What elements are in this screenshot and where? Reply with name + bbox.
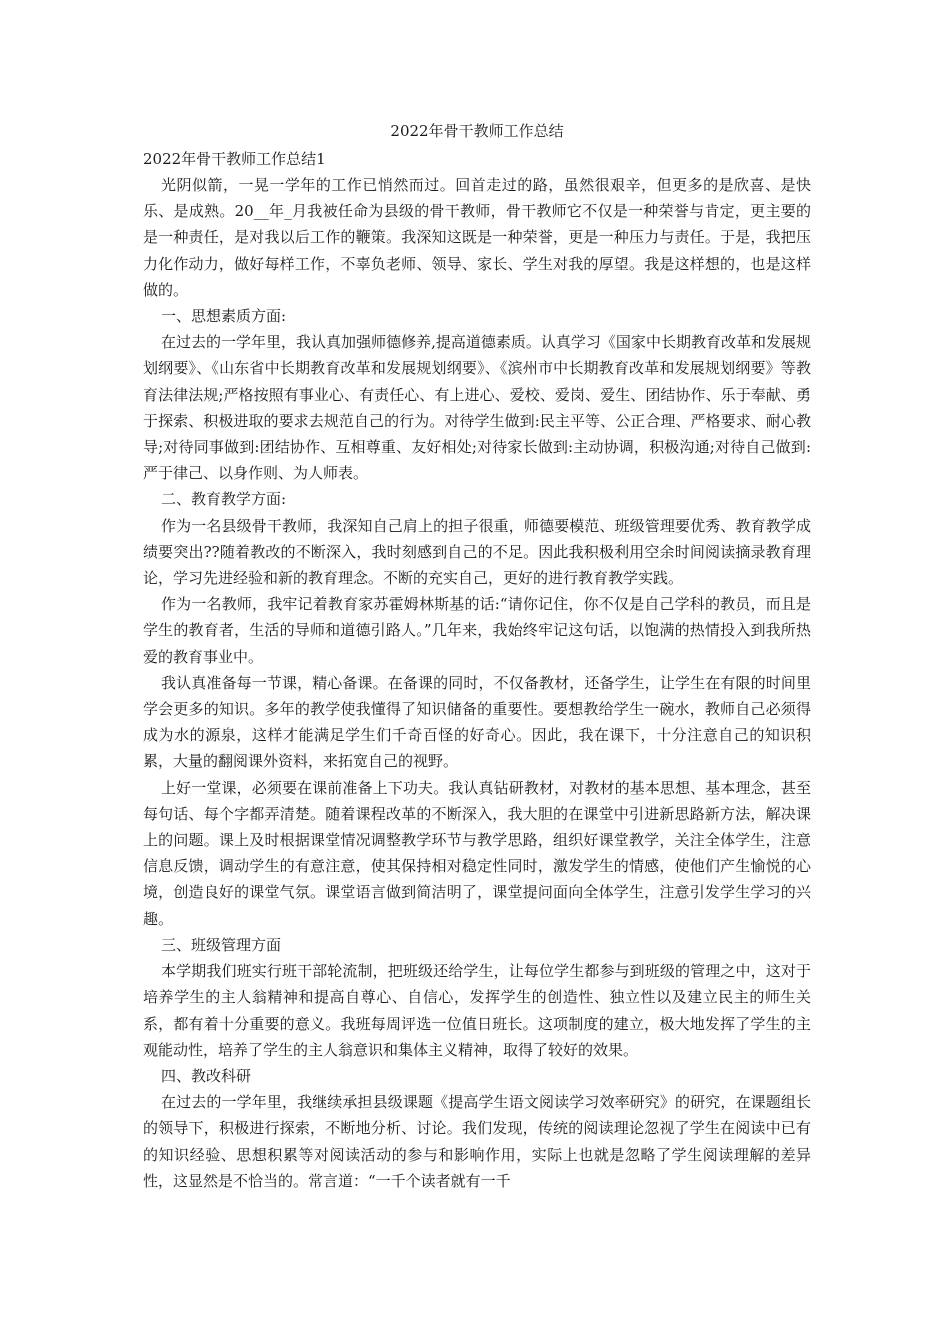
section-heading: 二、教育教学方面: <box>161 490 287 509</box>
document-body <box>143 172 811 1194</box>
paragraph: 上好一堂课，必须要在课前准备上下功夫。我认真钻研教材，对教材的基本思想、基本理念，甚至每句话、每个字都弄清楚。随着课程改革的不断深入，我大胆的在课堂中引进新思路新方法，解决课上的问题。课上及时根据课堂情况调整教学环节与教学思路，组织好课堂教学，关注全体学生，注意信息反馈，调动学生的有意注意，使其保持相对稳定性同时，激发学生的情感，使他们产生愉悦的心境，创造良好的课堂气氛。课堂语言做到简洁明了，课堂提问面向全体学生，注意引发学生学习的兴趣。 <box>143 778 811 928</box>
paragraph: 在过去的一学年里，我继续承担县级课题《提高学生语文阅读学习效率研究》的研究，在课题组长的领导下，积极进行探索，不断地分析、讨论。我们发现，传统的阅读理论忽视了学生在阅读中已有的知识经验、思想积累等对阅读活动的参与和影响作用，实际上也就是忽略了学生阅读理解的差异性，这显然是不恰当的。常言道：“一千个读者就有一千 <box>143 1093 811 1190</box>
paragraph: 我认真准备每一节课，精心备课。在备课的同时，不仅备教材，还备学生，让学生在有限的时间里学会更多的知识。多年的教学使我懂得了知识储备的重要性。要想教给学生一碗水，教师自己必须得成为水的源泉，这样才能满足学生们千奇百怪的好奇心。因此，我在课下，十分注意自己的知识积累，大量的翻阅课外资料，来拓宽自己的视野。 <box>143 673 811 771</box>
paragraph: 作为一名教师，我牢记着教育家苏霍姆林斯基的话:“请你记住，你不仅是自己学科的教员，而且是学生的教育者，生活的导师和道德引路人。”几年来，我始终牢记这句话，以饱满的热情投入到我所热爱的教育事业中。 <box>143 595 811 666</box>
document-subtitle: 2022年骨干教师工作总结1 <box>143 150 326 168</box>
section-heading: 三、班级管理方面 <box>161 935 282 954</box>
paragraph: 光阴似箭，一晃一学年的工作已悄然而过。回首走过的路，虽然很艰辛，但更多的是欣喜、是快乐、是成熟。20__年_月我被任命为县级的骨干教师，骨干教师它不仅是一种荣誉与肯定，更主要的是一种责任，是对我以后工作的鞭策。我深知这既是一种荣誉，更是一种压力与责任。于是，我把压力化作动力，做好每样工作，不辜负老师、领导、家长、学生对我的厚望。我是这样想的，也是这样做的。 <box>143 176 811 299</box>
paragraph: 本学期我们班实行班干部轮流制，把班级还给学生，让每位学生都参与到班级的管理之中，这对于培养学生的主人翁精神和提高自尊心、自信心，发挥学生的创造性、独立性以及建立民主的师生关系，都有着十分重要的意义。我班每周评选一位值日班长。这项制度的建立，极大地发挥了学生的主观能动性，培养了学生的主人翁意识和集体主义精神，取得了较好的效果。 <box>143 962 811 1059</box>
section-heading: 一、思想素质方面: <box>161 307 287 326</box>
document-page <box>143 118 811 1194</box>
paragraph: 在过去的一学年里，我认真加强师德修养,提高道德素质。认真学习《国家中长期教育改革和发展规划纲要》、《山东省中长期教育改革和发展规划纲要》、《滨州市中长期教育改革和发展规划纲要》等教育法律法规;严格按照有事业心、有责任心、有上进心、爱校、爱岗、爱生、团结协作、乐于奉献、勇于探索、积极进取的要求去规范自己的行为。对待学生做到:民主平等、公正合理、严格要求、耐心教导;对待同事做到:团结协作、互相尊重、友好相处;对待家长做到:主动协调，积极沟通;对待自己做到:严于律己、以身作则、为人师表。 <box>143 333 811 483</box>
section-heading: 四、教改科研 <box>161 1066 252 1085</box>
document-title: 2022年骨干教师工作总结 <box>390 122 564 140</box>
paragraph: 作为一名县级骨干教师，我深知自己肩上的担子很重，师德要模范、班级管理要优秀、教育教学成绩要突出??随着教改的不断深入，我时刻感到自己的不足。因此我积极利用空余时间阅读摘录教育理论，学习先进经验和新的教育理念。不断的充实自己，更好的进行教育教学实践。 <box>143 516 811 588</box>
